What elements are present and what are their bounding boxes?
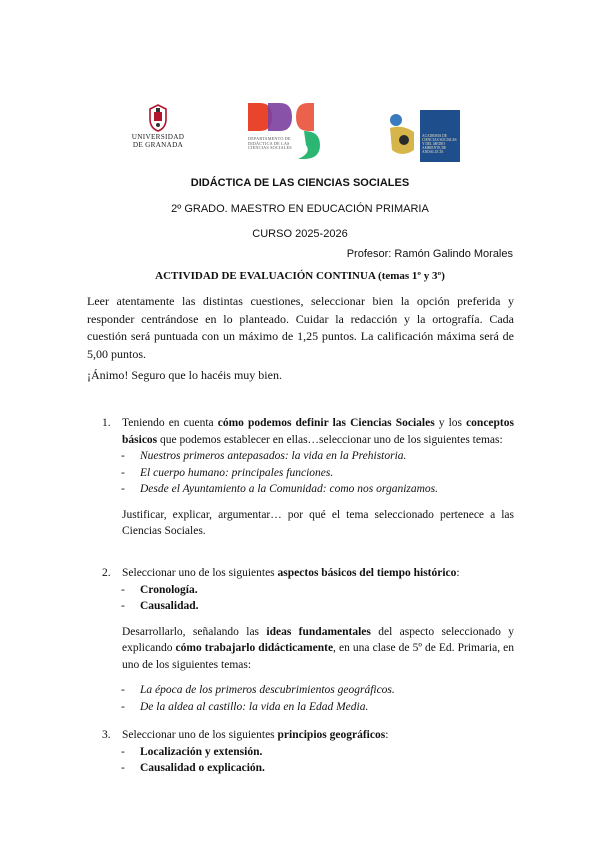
- list-item: - La época de los primeros descubrimientos geográficos.: [121, 684, 395, 696]
- list-item: - Localización y extensión.: [121, 745, 263, 758]
- activity-title: ACTIVIDAD DE EVALUACIÓN CONTINUA (temas 1º y 3º): [155, 270, 445, 282]
- grade-line: 2º GRADO. MAESTRO EN EDUCACIÓN PRIMARIA: [171, 203, 429, 215]
- list-item: - Cronología.: [121, 583, 198, 596]
- academy-logo-text: ACADEMIA DE CIENCIAS SOCIALES Y DEL MEDIO AMBIENTE DE ANDALUCÍA: [422, 134, 457, 154]
- topic-list: [122, 682, 514, 715]
- question-statement: Teniendo en cuenta cómo podemos definir las Ciencias Sociales y los conceptos básicos que podemos establecer en ellas…seleccionar uno de los siguientes temas:: [122, 417, 514, 446]
- professor-line: Profesor: Ramón Galindo Morales: [346, 248, 513, 260]
- question-2: [102, 565, 514, 715]
- question-number: 3.: [102, 729, 111, 741]
- subject-title: DIDÁCTICA DE LAS CIENCIAS SOCIALES: [190, 177, 410, 189]
- list-item: - De la aldea al castillo: la vida en la Edad Media.: [121, 700, 369, 713]
- list-item: - Desde el Ayuntamiento a la Comunidad: como nos organizamos.: [121, 483, 439, 495]
- question-followup: Desarrollarlo, señalando las ideas fundamentales del aspecto seleccionado y explicando cómo trabajarlo didácticamente, en una clase de 5º de Ed. Primaria, en uno de los siguientes temas:: [122, 625, 514, 671]
- ugr-name-line1: UNIVERSIDAD: [131, 133, 185, 141]
- list-item: - El cuerpo humano: principales funciones.: [121, 466, 334, 479]
- question-number: 1.: [102, 417, 111, 429]
- ugr-crest-icon: [145, 103, 171, 133]
- list-item: - Causalidad o explicación.: [121, 762, 265, 774]
- ugr-logo: [118, 103, 198, 159]
- ugr-name-line2: DE GRANADA: [132, 141, 184, 149]
- question-number: 2.: [102, 567, 111, 579]
- question-followup: Justificar, explicar, argumentar… por qué el tema seleccionado pertenece a las Ciencias Sociales.: [122, 508, 514, 537]
- topic-list: [122, 448, 514, 498]
- department-logo-text: DEPARTAMENTO DE DIDÁCTICA DE LAS CIENCIAS SOCIALES: [248, 136, 292, 151]
- instructions-paragraph: Leer atentamente las distintas cuestiones, seleccionar bien la opción preferida y responder centrándose en lo planteado. Cuidar la redacción y la ortografía. Cada cuestión será puntuada con un máximo de 1,25 puntos. La calificación máxima será de 5,00 puntos.: [87, 294, 514, 361]
- department-mark-icon: [246, 101, 326, 161]
- question-3: [102, 727, 514, 777]
- department-logo: [246, 101, 326, 161]
- course-line: CURSO 2025-2026: [252, 228, 348, 240]
- academy-logo: [384, 110, 460, 162]
- question-1: [102, 415, 514, 540]
- question-statement: Seleccionar uno de los siguientes principios geográficos:: [122, 729, 389, 741]
- list-item: - Nuestros primeros antepasados: la vida en la Prehistoria.: [121, 450, 407, 462]
- option-list: [122, 582, 514, 615]
- encouragement-line: ¡Ánimo! Seguro que lo hacéis muy bien.: [87, 368, 282, 382]
- question-statement: Seleccionar uno de los siguientes aspectos básicos del tiempo histórico:: [122, 567, 460, 579]
- list-item: - Causalidad.: [121, 600, 199, 612]
- option-list: [122, 744, 514, 777]
